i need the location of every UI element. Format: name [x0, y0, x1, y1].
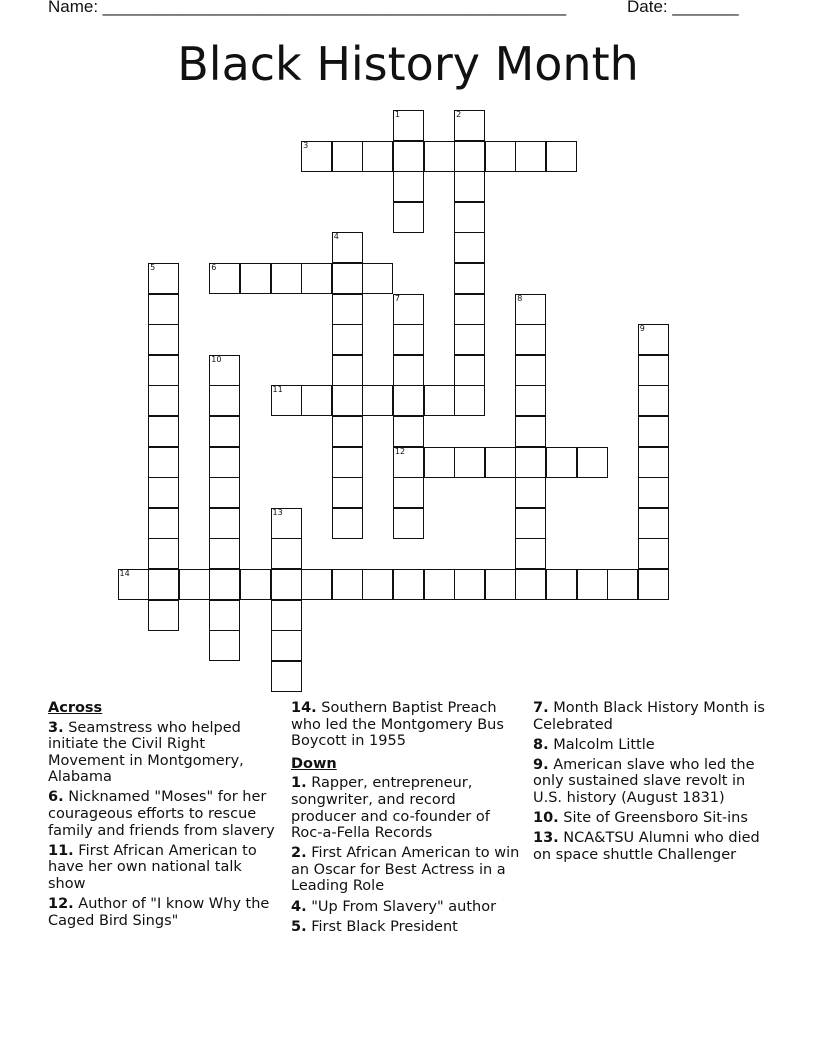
grid-cell[interactable]	[393, 385, 424, 416]
grid-cell[interactable]	[240, 569, 271, 600]
grid-cell[interactable]	[638, 477, 669, 508]
grid-cell[interactable]	[638, 355, 669, 386]
grid-cell[interactable]	[424, 447, 455, 478]
grid-cell[interactable]	[271, 661, 302, 692]
grid-cell[interactable]	[515, 416, 546, 447]
grid-cell[interactable]	[393, 447, 424, 478]
grid-cell[interactable]	[271, 538, 302, 569]
grid-cell[interactable]	[362, 385, 393, 416]
grid-cell[interactable]	[332, 385, 363, 416]
grid-cell[interactable]	[454, 355, 485, 386]
grid-cell[interactable]	[301, 141, 332, 172]
grid-cell[interactable]	[332, 447, 363, 478]
grid-cell[interactable]	[638, 508, 669, 539]
clue-down-10: 10. Site of Greensboro Sit-ins	[533, 810, 748, 827]
grid-cell[interactable]	[209, 569, 240, 600]
date-line[interactable]: _______	[672, 0, 739, 16]
grid-cell[interactable]	[240, 263, 271, 294]
grid-cell[interactable]	[148, 569, 179, 600]
grid-cell[interactable]	[424, 569, 455, 600]
clue-number: 10	[211, 354, 222, 364]
grid-cell[interactable]	[393, 508, 424, 539]
grid-cell[interactable]	[454, 263, 485, 294]
grid-cell[interactable]	[332, 141, 363, 172]
grid-cell[interactable]	[638, 416, 669, 447]
grid-cell[interactable]	[424, 141, 455, 172]
clues-column-3	[533, 700, 768, 867]
across-heading: Across	[48, 700, 103, 716]
grid-cell[interactable]	[638, 324, 669, 355]
grid-cell[interactable]	[515, 324, 546, 355]
grid-cell[interactable]	[577, 447, 608, 478]
grid-cell[interactable]	[209, 630, 240, 661]
grid-cell[interactable]	[209, 263, 240, 294]
date-label: Date:	[627, 0, 673, 16]
grid-cell[interactable]	[454, 141, 485, 172]
grid-cell[interactable]	[362, 569, 393, 600]
grid-cell[interactable]	[148, 447, 179, 478]
grid-cell[interactable]	[209, 600, 240, 631]
grid-cell[interactable]	[638, 447, 669, 478]
grid-cell[interactable]	[271, 600, 302, 631]
grid-cell[interactable]	[546, 141, 577, 172]
grid-cell[interactable]	[515, 569, 546, 600]
clue-across-14: 14. Southern Baptist Preach who led the Montgomery Bus Boycott in 1955	[291, 700, 504, 750]
grid-cell[interactable]	[332, 477, 363, 508]
grid-cell[interactable]	[362, 141, 393, 172]
grid-cell[interactable]	[148, 508, 179, 539]
grid-cell[interactable]	[271, 385, 302, 416]
grid-cell[interactable]	[271, 508, 302, 539]
grid-cell[interactable]	[301, 385, 332, 416]
grid-cell[interactable]	[393, 416, 424, 447]
grid-cell[interactable]	[454, 385, 485, 416]
grid-cell[interactable]	[209, 355, 240, 386]
grid-cell[interactable]	[148, 538, 179, 569]
name-line[interactable]: _________________________________________________	[102, 0, 567, 16]
grid-cell[interactable]	[393, 171, 424, 202]
grid-cell[interactable]	[515, 355, 546, 386]
clue-number: 6	[211, 263, 217, 272]
grid-cell[interactable]	[301, 569, 332, 600]
grid-cell[interactable]	[454, 294, 485, 325]
clue-down-4: 4. "Up From Slavery" author	[291, 898, 497, 915]
grid-cell[interactable]	[546, 569, 577, 600]
clue-down-2: 2. First African American to win an Oscar for Best Actress in a Leading Role	[291, 845, 520, 895]
grid-cell[interactable]	[454, 324, 485, 355]
clues-column-2	[291, 700, 521, 939]
grid-cell[interactable]	[393, 294, 424, 325]
grid-cell[interactable]	[332, 324, 363, 355]
grid-cell[interactable]	[209, 508, 240, 539]
page-title: Black History Month	[177, 37, 639, 91]
grid-cell[interactable]	[209, 385, 240, 416]
grid-cell[interactable]	[148, 477, 179, 508]
clue-across-11: 11. First African American to have her own national talk show	[48, 842, 257, 892]
grid-cell[interactable]	[209, 538, 240, 569]
grid-cell[interactable]	[393, 355, 424, 386]
clue-number: 12	[394, 446, 406, 456]
grid-cell[interactable]	[332, 263, 363, 294]
grid-cell[interactable]	[332, 355, 363, 386]
grid-cell[interactable]	[638, 538, 669, 569]
grid-cell[interactable]	[332, 232, 363, 263]
grid-cell[interactable]	[424, 385, 455, 416]
clue-down-5: 5. First Black President	[291, 918, 458, 935]
grid-cell[interactable]	[485, 447, 516, 478]
grid-cell[interactable]	[393, 110, 424, 141]
grid-cell[interactable]	[148, 416, 179, 447]
grid-cell[interactable]	[148, 385, 179, 416]
grid-cell[interactable]	[393, 569, 424, 600]
grid-cell[interactable]	[393, 202, 424, 233]
name-label: Name:	[48, 0, 103, 16]
grid-cell[interactable]	[515, 477, 546, 508]
clue-across-6: 6. Nicknamed "Moses" for her courageous efforts to rescue family and friends from slavery	[48, 789, 275, 839]
grid-cell[interactable]	[362, 263, 393, 294]
grid-cell[interactable]	[454, 232, 485, 263]
grid-cell[interactable]	[332, 416, 363, 447]
grid-cell[interactable]	[638, 569, 669, 600]
grid-cell[interactable]	[577, 569, 608, 600]
grid-cell[interactable]	[271, 263, 302, 294]
grid-cell[interactable]	[148, 355, 179, 386]
grid-cell[interactable]	[271, 569, 302, 600]
grid-cell[interactable]	[148, 324, 179, 355]
grid-cell[interactable]	[454, 110, 485, 141]
grid-cell[interactable]	[148, 263, 179, 294]
grid-cell[interactable]	[515, 447, 546, 478]
clue-across-3: 3. Seamstress who helped initiate the Civil Right Movement in Montgomery, Alabama	[48, 719, 244, 786]
grid-cell[interactable]	[607, 569, 638, 600]
grid-cell[interactable]	[209, 447, 240, 478]
grid-cell[interactable]	[393, 324, 424, 355]
clue-number: 14	[119, 569, 130, 578]
grid-cell[interactable]	[301, 263, 332, 294]
grid-cell[interactable]	[118, 569, 149, 600]
clue-down-9: 9. American slave who led the only sustained slave revolt in U.S. history (August 1831)	[533, 756, 755, 806]
grid-cell[interactable]	[454, 171, 485, 202]
grid-cell[interactable]	[393, 477, 424, 508]
grid-cell[interactable]	[454, 447, 485, 478]
clues-column-1	[48, 700, 278, 933]
grid-cell[interactable]	[515, 508, 546, 539]
grid-cell[interactable]	[546, 447, 577, 478]
grid-cell[interactable]	[271, 630, 302, 661]
clue-number: 11	[272, 385, 283, 395]
grid-cell[interactable]	[148, 600, 179, 631]
grid-cell[interactable]	[209, 416, 240, 447]
clue-number: 5	[150, 263, 156, 272]
clue-down-7: 7. Month Black History Month is Celebrated	[533, 700, 765, 733]
grid-cell[interactable]	[515, 141, 546, 172]
clue-down-13: 13. NCA&TSU Alumni who died on space shuttle Challenger	[533, 830, 760, 863]
grid-cell[interactable]	[515, 538, 546, 569]
grid-cell[interactable]	[393, 141, 424, 172]
clue-number: 13	[272, 507, 283, 517]
grid-cell[interactable]	[454, 202, 485, 233]
clue-across-12: 12. Author of "I know Why the Caged Bird Sings"	[48, 896, 270, 929]
clue-number: 3	[303, 140, 309, 150]
grid-cell[interactable]	[485, 141, 516, 172]
grid-cell[interactable]	[148, 294, 179, 325]
clue-down-1: 1. Rapper, entrepreneur, songwriter, and record producer and co-founder of Roc-a-Fella Records	[291, 775, 490, 842]
grid-cell[interactable]	[515, 385, 546, 416]
clue-down-8: 8. Malcolm Little	[533, 736, 655, 753]
grid-cell[interactable]	[209, 477, 240, 508]
down-heading: Down	[291, 755, 337, 772]
grid-cell[interactable]	[638, 385, 669, 416]
clue-number: 9	[639, 324, 645, 334]
grid-cell[interactable]	[332, 508, 363, 539]
clue-number: 4	[333, 232, 339, 242]
grid-cell[interactable]	[515, 294, 546, 325]
clue-number: 7	[394, 293, 400, 303]
clue-number: 8	[517, 293, 523, 303]
grid-cell[interactable]	[454, 569, 485, 600]
grid-cell[interactable]	[179, 569, 210, 600]
grid-cell[interactable]	[332, 569, 363, 600]
clue-number: 1	[394, 110, 400, 119]
grid-cell[interactable]	[332, 294, 363, 325]
grid-cell[interactable]	[485, 569, 516, 600]
clue-number: 2	[456, 110, 462, 119]
